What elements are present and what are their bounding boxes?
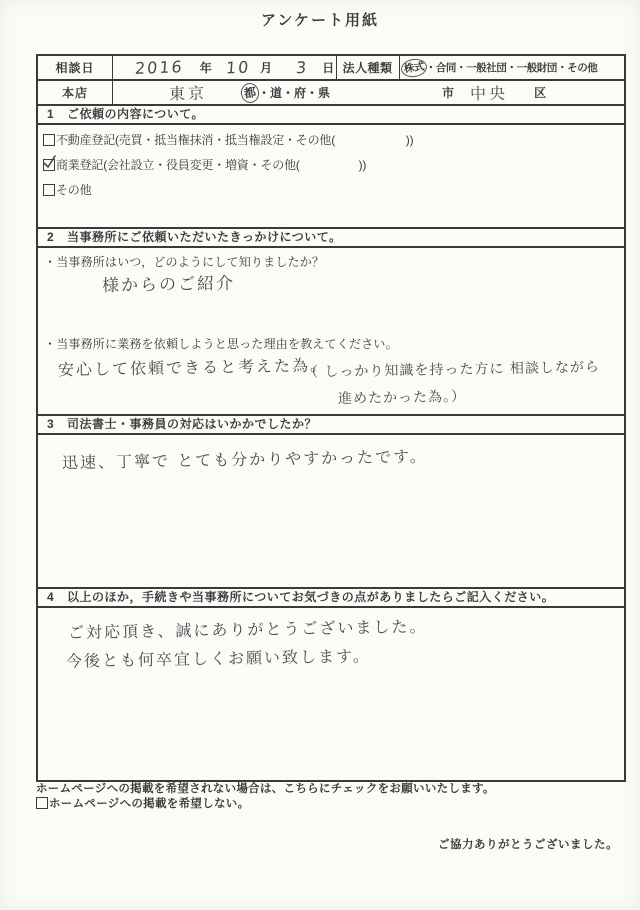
consult-date-cell	[113, 58, 336, 77]
section3-number: 3	[47, 417, 55, 431]
section4-number: 4	[47, 590, 55, 604]
section4-title: 以上のほか，手続きや当事務所についてお気づきの点がありましたらご記入ください。	[67, 590, 555, 604]
section2-answer2-handwritten: 安心して依頼できると考えた為。	[57, 355, 329, 380]
section4-content	[38, 608, 624, 780]
section4-header	[38, 589, 624, 608]
prefecture-handwritten-value: 東京	[168, 83, 208, 104]
section3-title: 司法書士・事務員の対応はいかかでしたか？	[67, 417, 318, 431]
section2-answer2-note-line2: 進めたかった為。）	[337, 388, 467, 408]
consult-date-row	[38, 56, 624, 81]
circled-corp-option: 株式	[399, 57, 427, 78]
consult-day-value: 3	[295, 57, 309, 78]
section3-content	[38, 435, 624, 589]
section2-number: 2	[47, 230, 55, 244]
section2-answer2-note-line1: （ しっかり知識を持った方に 相談しながら	[303, 359, 601, 381]
other-checkbox	[43, 184, 55, 196]
thanks-message: ご協力ありがとうございました。	[438, 839, 618, 851]
homepage-note: ホームページへの掲載を希望されない場合は、こちらにチェックをお願いいたします。	[36, 783, 495, 795]
other-option-label: その他	[56, 183, 92, 197]
option-row-commercial	[43, 156, 366, 173]
commercial-checkbox	[43, 159, 55, 171]
day-unit-label: 日	[322, 61, 335, 75]
consult-month-value: 10	[225, 57, 251, 78]
year-unit-label: 年	[199, 61, 212, 75]
consult-year-value: 2016	[134, 57, 185, 78]
head-office-cell	[113, 81, 624, 104]
section1-content	[38, 125, 624, 229]
pref-options-rest: ・道・府・県	[258, 86, 331, 100]
city-unit-label: 市	[442, 86, 455, 100]
check-mark-icon	[42, 155, 57, 170]
homepage-optout-checkbox	[36, 797, 48, 809]
homepage-optout-label: ホームページへの掲載を希望しない。	[49, 798, 250, 810]
head-office-label: 本店	[38, 81, 113, 104]
section2-answer1-handwritten: 様からのご紹介	[101, 273, 236, 297]
section2-title: 当事務所にご依頼いただいたきっかけについて。	[67, 230, 342, 244]
circled-pref-option: 都	[240, 81, 261, 103]
option-row-real-estate	[43, 131, 413, 148]
section3-header	[38, 416, 624, 435]
real-estate-option-label: 不動産登記(売買・抵当権抹消・抵当権設定・その他( ))	[56, 133, 414, 147]
section4-answer-line2-handwritten: 今後とも何卒宜しくお願い致します。	[65, 646, 371, 671]
head-office-row	[38, 81, 624, 106]
option-row-other	[43, 181, 91, 198]
section1-title: ご依頼の内容について。	[67, 107, 205, 121]
section4-answer-line1-handwritten: ご対応頂き、誠にありがとうございました。	[67, 616, 428, 643]
questionnaire-form	[36, 54, 626, 782]
consult-date-label: 相談日	[38, 56, 113, 79]
section2-question1: ・当事務所はいつ，どのようにして知りましたか？	[44, 255, 325, 269]
city-handwritten-value: 中央	[469, 83, 509, 104]
section2-content	[38, 248, 624, 416]
section2-question2: ・当事務所に業務を依頼しようと思った理由を教えてください。	[44, 337, 398, 351]
ward-unit-label: 区	[534, 86, 547, 100]
section2-header	[38, 229, 624, 248]
page-title: アンケート用紙	[260, 12, 380, 29]
homepage-optout-row	[36, 795, 249, 811]
corp-type-label: 法人種類	[336, 56, 400, 79]
section3-answer-handwritten: 迅速、丁寧で とても分かりやすかったです。	[61, 446, 428, 473]
month-unit-label: 月	[260, 61, 273, 75]
section1-number: 1	[47, 107, 55, 121]
section1-header	[38, 106, 624, 125]
real-estate-checkbox	[43, 134, 55, 146]
corp-options-rest: ・合同・一般社団・一般財団・その他	[425, 62, 598, 74]
corp-type-options	[400, 59, 625, 77]
commercial-option-label: 商業登記(会社設立・役員変更・増資・その他( ))	[56, 158, 367, 172]
